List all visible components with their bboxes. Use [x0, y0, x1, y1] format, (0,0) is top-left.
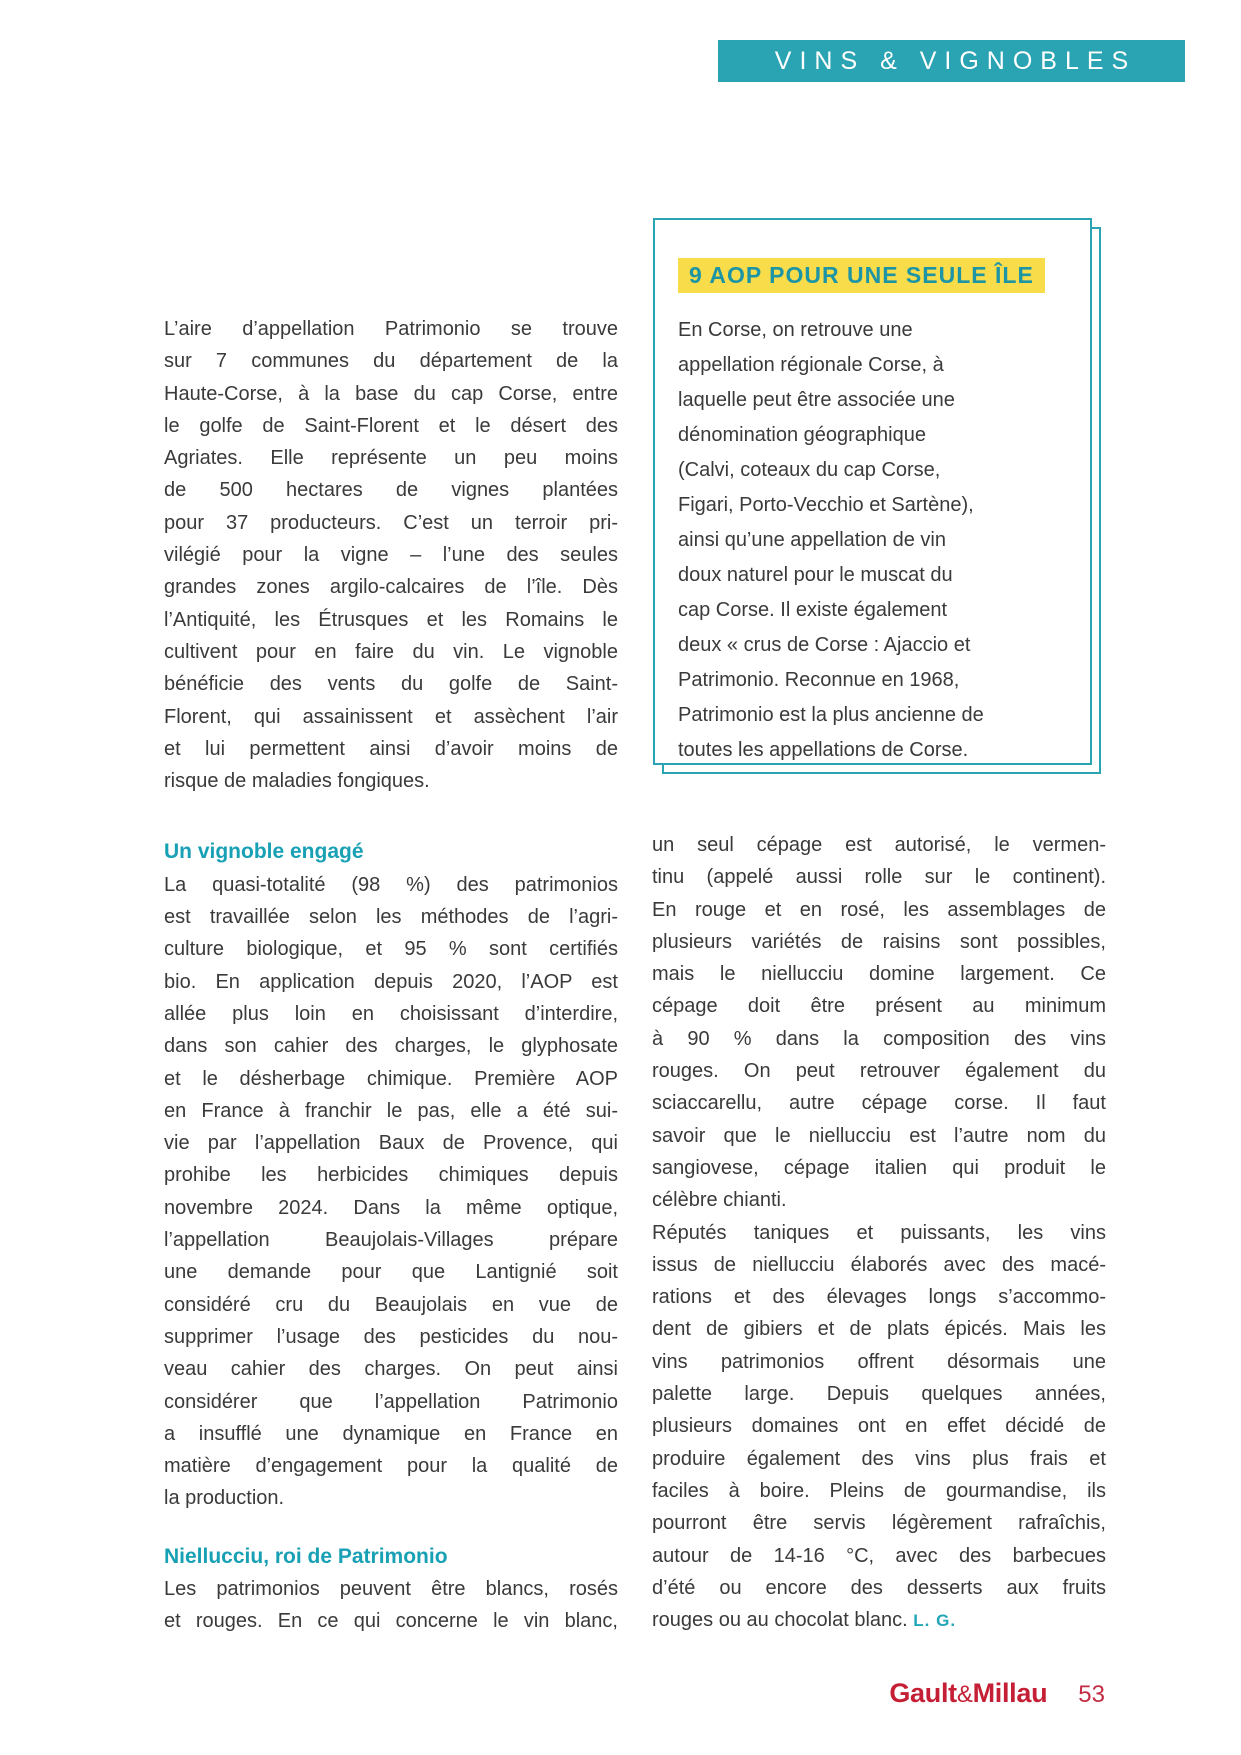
text-line: veau cahier des charges. On peut ainsi — [164, 1358, 618, 1381]
text-line: prohibe les herbicides chimiques depuis — [164, 1164, 618, 1187]
sidebar-box-line: (Calvi, coteaux du cap Corse, — [678, 459, 941, 481]
sidebar-box-line: laquelle peut être associée une — [678, 389, 955, 411]
text-line: célèbre chianti. — [652, 1189, 787, 1212]
text-line: dent de gibiers et de plats épicés. Mais les — [652, 1318, 1106, 1341]
text-line: En rouge et en rosé, les assemblages de — [652, 898, 1106, 921]
paragraph — [164, 869, 618, 1515]
text-line: sangiovese, cépage italien qui produit le — [652, 1156, 1106, 1179]
text-line: rouges. On peut retrouver également du — [652, 1060, 1106, 1083]
text-line: considérer que l’appellation Patrimonio — [164, 1390, 618, 1413]
text-line: plusieurs domaines ont en effet décidé de — [652, 1415, 1106, 1438]
sidebar-box-line: Patrimonio. Reconnue en 1968, — [678, 669, 960, 691]
text-line: rouges ou au chocolat blanc. L. G. — [652, 1609, 957, 1632]
logo-ampersand: & — [956, 1681, 973, 1708]
sidebar-box-line: deux « crus de Corse : Ajaccio et — [678, 634, 971, 656]
text-line: un seul cépage est autorisé, le vermen- — [652, 834, 1106, 856]
text-line: considéré cru du Beaujolais en vue de — [164, 1293, 618, 1316]
text-line: a insufflé une dynamique en France en — [164, 1422, 618, 1445]
text-line: de 500 hectares de vignes plantées — [164, 479, 618, 502]
text-line: une demande pour que Lantignié soit — [164, 1261, 618, 1284]
text-line: Les patrimonios peuvent être blancs, rosés — [164, 1577, 618, 1600]
sidebar-box-line: ainsi qu’une appellation de vin — [678, 529, 946, 551]
page-number: 53 — [1078, 1681, 1105, 1708]
text-line: tinu (appelé aussi rolle sur le continent). — [652, 866, 1106, 889]
text-line: bénéficie des vents du golfe de Saint- — [164, 673, 618, 696]
sidebar-box-line: Patrimonio est la plus ancienne de — [678, 704, 984, 726]
text-line: cultivent pour en faire du vin. Le vignoble — [164, 640, 618, 663]
text-line: l’appellation Beaujolais-Villages prépare — [164, 1229, 618, 1252]
text-line: et lui permettent ainsi d’avoir moins de — [164, 737, 618, 760]
text-line: le golfe de Saint-Florent et le désert des — [164, 414, 618, 437]
text-line: Agriates. Elle représente un peu moins — [164, 447, 618, 470]
text-line: pour 37 producteurs. C’est un terroir pri- — [164, 511, 618, 534]
text-line: rations et des élevages longs s’accommo- — [652, 1286, 1106, 1309]
text-line: palette large. Depuis quelques années, — [652, 1383, 1106, 1406]
text-line: est travaillée selon les méthodes de l’agri- — [164, 906, 618, 929]
author-initials: L. G. — [913, 1611, 957, 1631]
text-line: cépage doit être présent au minimum — [652, 995, 1106, 1018]
text-line: la production. — [164, 1487, 285, 1510]
logo-gault: Gault — [889, 1678, 957, 1708]
text-line: et le désherbage chimique. Première AOP — [164, 1067, 618, 1090]
text-line: mais le niellucciu domine largement. Ce — [652, 963, 1106, 986]
text-line: vilégié pour la vigne – l’une des seules — [164, 544, 618, 567]
text-line: en France à franchir le pas, elle a été sui- — [164, 1099, 618, 1122]
article-left-column — [164, 313, 618, 1638]
section-banner-label: VINS & VIGNOBLES — [774, 46, 1137, 75]
text-line: d’été ou encore des desserts aux fruits — [652, 1576, 1106, 1599]
section-heading: Un vignoble engagé — [164, 840, 364, 864]
sidebar-box-line: appellation régionale Corse, à — [678, 354, 944, 376]
text-line: L’aire d’appellation Patrimonio se trouve — [164, 318, 618, 340]
text-line: Réputés taniques et puissants, les vins — [652, 1221, 1106, 1244]
text-line: l’Antiquité, les Étrusques et les Romains le — [164, 608, 618, 631]
text-line: à 90 % dans la composition des vins — [652, 1027, 1106, 1050]
sidebar-box-line: dénomination géographique — [678, 424, 926, 446]
text-line: Florent, qui assainissent et assèchent l’air — [164, 705, 618, 728]
paragraph — [652, 1217, 1106, 1638]
text-line: vins patrimonios offrent désormais une — [652, 1350, 1106, 1373]
text-line: et rouges. En ce qui concerne le vin blanc, — [164, 1610, 618, 1633]
gault-millau-logo — [889, 1678, 1047, 1709]
sidebar-box-title-row — [678, 258, 1090, 293]
text-line: La quasi-totalité (98 %) des patrimonios — [164, 873, 618, 896]
text-line: supprimer l’usage des pesticides du nou- — [164, 1325, 618, 1348]
page-footer — [600, 1678, 1105, 1709]
text-line: novembre 2024. Dans la même optique, — [164, 1196, 618, 1219]
text-line: plusieurs variétés de raisins sont possibles, — [652, 930, 1106, 953]
sidebar-box-line: cap Corse. Il existe également — [678, 599, 948, 621]
sidebar-box-line: doux naturel pour le muscat du — [678, 564, 953, 586]
sidebar-box-title: 9 AOP POUR UNE SEULE ÎLE — [678, 258, 1045, 293]
text-line: grandes zones argilo-calcaires de l’île. Dès — [164, 576, 618, 599]
text-line: produire également des vins plus frais et — [652, 1447, 1106, 1470]
text-line: savoir que le niellucciu est l’autre nom du — [652, 1124, 1106, 1147]
text-line: culture biologique, et 95 % sont certifiés — [164, 938, 618, 961]
text-line: risque de maladies fongiques. — [164, 770, 430, 793]
text-line: dans son cahier des charges, le glyphosate — [164, 1035, 618, 1058]
paragraph — [164, 313, 618, 797]
sidebar-box-text — [678, 313, 1070, 768]
section-banner — [718, 40, 1185, 82]
sidebar-box — [653, 218, 1092, 765]
text-line: sur 7 communes du département de la — [164, 350, 618, 373]
article-right-column — [652, 829, 1106, 1637]
text-line: allée plus loin en choisissant d’interdire, — [164, 1002, 618, 1025]
section-heading: Niellucciu, roi de Patrimonio — [164, 1544, 448, 1568]
paragraph — [652, 829, 1106, 1217]
text-line: vie par l’appellation Baux de Provence, qui — [164, 1132, 618, 1155]
text-line: Haute-Corse, à la base du cap Corse, entre — [164, 382, 618, 405]
sidebar-box-line: Figari, Porto-Vecchio et Sartène), — [678, 494, 974, 516]
logo-millau: Millau — [972, 1678, 1048, 1708]
text-line: pourront être servis légèrement rafraîchis, — [652, 1512, 1106, 1535]
paragraph — [164, 1573, 618, 1638]
text-line: autour de 14-16 °C, avec des barbecues — [652, 1544, 1106, 1567]
text-line: bio. En application depuis 2020, l’AOP est — [164, 970, 618, 993]
sidebar-box-line: En Corse, on retrouve une — [678, 319, 913, 341]
text-line: sciaccarellu, autre cépage corse. Il faut — [652, 1092, 1106, 1115]
text-line: issus de niellucciu élaborés avec des macé- — [652, 1253, 1106, 1276]
sidebar-box-line: toutes les appellations de Corse. — [678, 739, 969, 761]
text-line: matière d’engagement pour la qualité de — [164, 1455, 618, 1478]
text-line: faciles à boire. Pleins de gourmandise, ils — [652, 1479, 1106, 1502]
